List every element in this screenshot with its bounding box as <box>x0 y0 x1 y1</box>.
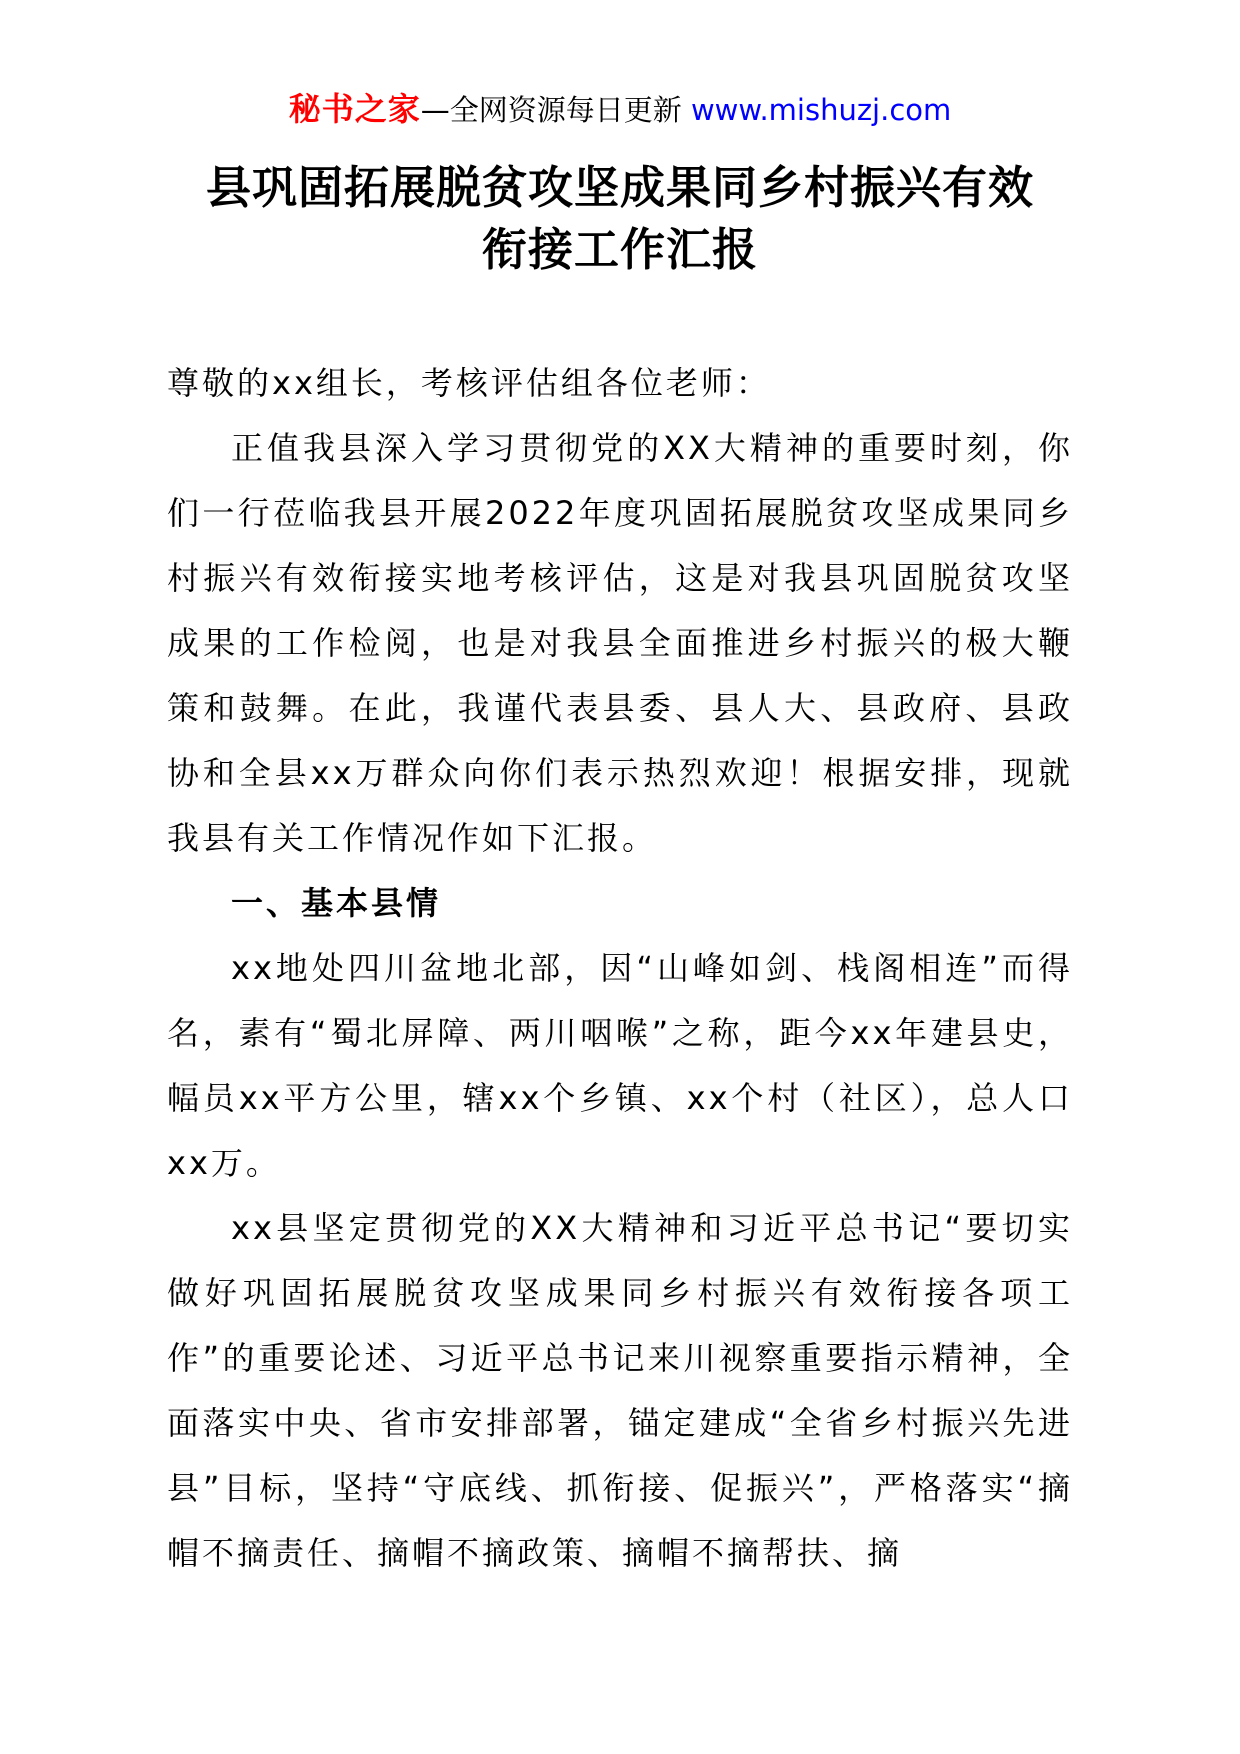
site-url-link[interactable]: www.mishuzj.com <box>690 93 952 127</box>
site-tagline: —全网资源每日更新 <box>420 93 691 127</box>
salutation-line: 尊敬的xx组长，考核评估组各位老师： <box>167 364 771 402</box>
paragraph-policy-implementation: xx县坚定贯彻党的XX大精神和习近平总书记“要切实做好巩固拓展脱贫攻坚成果同乡村振兴有效衔接各项工作”的重要论述、习近平总书记来川视察重要指示精神，全面落实中央、省市安排部署，锚定建成“全省乡村振兴先进县”目标，坚持“守底线、抓衔接、促振兴”，严格落实“摘帽不摘责任、摘帽不摘政策、摘帽不摘帮扶、摘 <box>167 1209 1073 1572</box>
document-body <box>167 351 1073 1586</box>
document-title: 县巩固拓展脱贫攻坚成果同乡村振兴有效衔接工作汇报 <box>205 161 1034 276</box>
paragraph-county-geography: xx地处四川盆地北部，因“山峰如剑、栈阁相连”而得名，素有“蜀北屏障、两川咽喉”之称，距今xx年建县史，幅员xx平方公里，辖xx个乡镇、xx个村（社区），总人口xx万。 <box>167 949 1073 1182</box>
paragraph-intro: 正值我县深入学习贯彻党的XX大精神的重要时刻，你们一行莅临我县开展2022年度巩固拓展脱贫攻坚成果同乡村振兴有效衔接实地考核评估，这是对我县巩固脱贫攻坚成果的工作检阅，也是对我县全面推进乡村振兴的极大鞭策和鼓舞。在此，我谨代表县委、县人大、县政府、县政协和全县xx万群众向你们表示热烈欢迎！根据安排，现就我县有关工作情况作如下汇报。 <box>167 429 1073 857</box>
site-brand: 秘书之家 <box>288 90 421 128</box>
site-header <box>0 0 1240 131</box>
section-heading-basic-county-overview: 一、基本县情 <box>231 884 442 922</box>
